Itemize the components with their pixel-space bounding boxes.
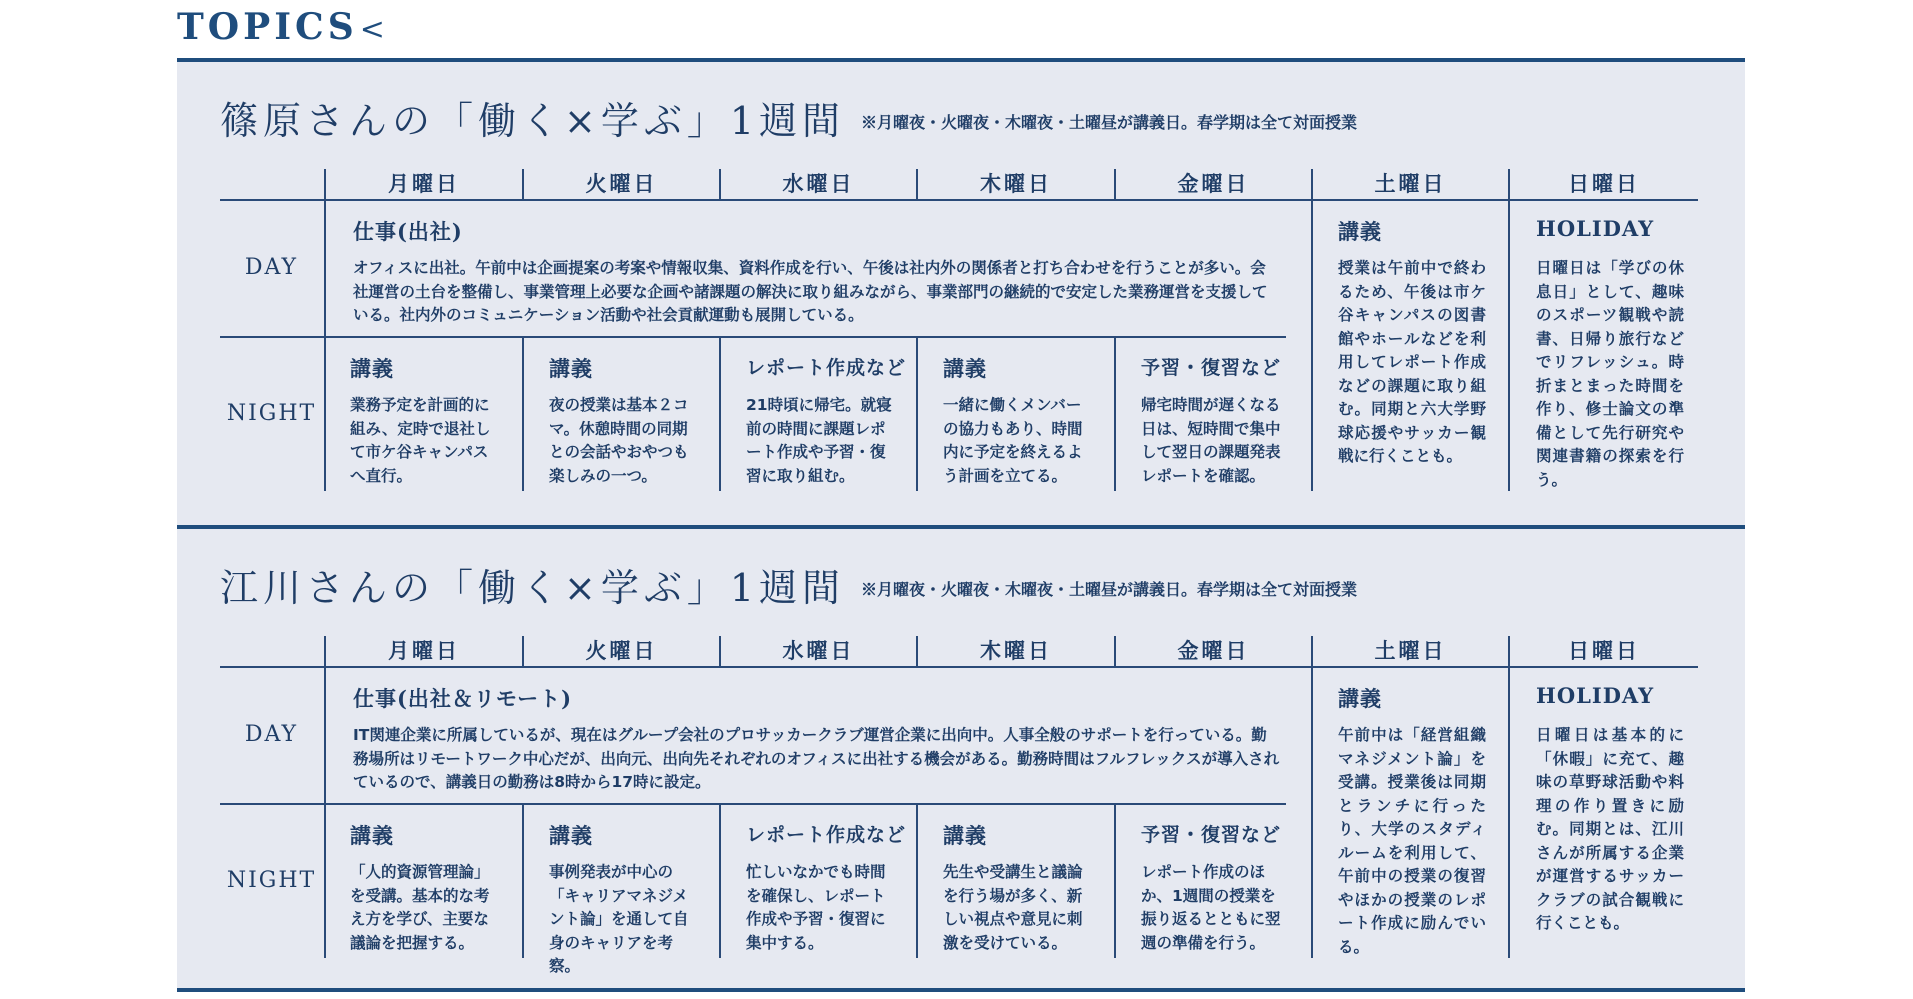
night-mon-heading: 講義 [350,356,394,381]
day-header-sun: 日曜日 [1568,171,1640,196]
work-text: オフィスに出社。午前中は企画提案の考案や情報収集、資料作成を行い、午後は社内外の関係者と打ち合わせを行うことが多い。会社運営の土台を整備し、事業管理上必要な企画や諸課題の解決に取り組みながら、事業部門の継続的で安定した業務運営を支援している。社内外のコミュニケーション活動や社会貢献運動も展開している。 [353,259,1268,324]
night-fri-text: レポート作成のほか、1週間の授業を振り返るとともに翌週の準備を行う。 [1141,863,1281,952]
day-header-sat: 土曜日 [1374,171,1447,196]
row-label-day: DAY [244,255,299,280]
night-mon-text: 業務予定を計画的に組み、定時で退社して市ケ谷キャンパスへ直行。 [350,396,491,485]
saturday-text: 午前中は「経営組織マネジメント論」を受講。授業後は同期とランチに行ったり、大学のスタディルームを利用して、午前中の授業の復習やほかの授業のレポート作成に励んでいる。 [1338,726,1486,956]
day-header-mon: 月曜日 [388,171,460,196]
panel-title: 篠原さんの「働く×学ぶ」1週間 ※月曜夜・火曜夜・木曜夜・土曜昼が講義日。春学期は全て対面授業 [220,99,1358,143]
day-header-thu: 木曜日 [980,638,1052,663]
day-header-mon: 月曜日 [388,638,460,663]
day-header-thu: 木曜日 [980,171,1052,196]
schedule-panel-shinohara [177,58,1745,532]
day-header-sat: 土曜日 [1374,638,1447,663]
night-wed-heading: レポート作成など [746,357,907,379]
day-header-wed: 水曜日 [782,638,855,663]
night-tue-text: 事例発表が中心の「キャリアマネジメント論」を通して自身のキャリアを考察。 [549,863,689,975]
sunday-text: 日曜日は「学びの休息日」として、趣味のスポーツ観戦や読書、日帰り旅行などでリフレッシュ。時折まとまった時間を作り、修士論文の準備として先行研究や関連書籍の探索を行う。 [1536,259,1684,489]
night-thu-text: 一緒に働くメンバーの協力もあり、時間内に予定を終えるよう計画を立てる。 [943,396,1083,485]
night-thu-text: 先生や受講生と議論を行う場が多く、新しい視点や意見に刺激を受けている。 [943,863,1083,952]
saturday-text: 授業は午前中で終わるため、午後は市ケ谷キャンパスの図書館やホールなどを利用してレポート作成などの課題に取り組む。同期と六大学野球応援やサッカー観戦に行くことも。 [1338,259,1486,465]
night-tue-heading: 講義 [549,823,593,848]
night-fri-heading: 予習・復習など [1141,357,1282,379]
schedule-grid [220,636,1698,975]
sunday-text: 日曜日は基本的に「休暇」に充て、趣味の草野球活動や料理の作り置きに励む。同期とは、江川さんが所属する企業が運営するサッカークラブの試合観戦に行くことも。 [1536,726,1684,932]
night-tue-text: 夜の授業は基本２コマ。休憩時間の同期との会話やおやつも楽しみの一つ。 [549,396,689,485]
sunday-heading: HOLIDAY [1536,216,1655,241]
row-label-night: NIGHT [226,868,317,893]
night-wed-text: 忙しいなかでも時間を確保し、レポート作成や予習・復習に集中する。 [746,863,886,952]
night-mon-heading: 講義 [350,823,394,848]
schedule-panel-egawa [177,525,1745,992]
night-mon-text: 「人的資源管理論」を受講。基本的な考え方を学び、主要な議論を把握する。 [350,863,490,952]
work-heading: 仕事(出社) [353,219,463,244]
night-wed-heading: レポート作成など [746,824,907,846]
panel-note: ※月曜夜・火曜夜・木曜夜・土曜昼が講義日。春学期は全て対面授業 [861,580,1358,599]
day-header-tue: 火曜日 [585,171,658,196]
sunday-heading: HOLIDAY [1536,683,1655,708]
day-header-fri: 金曜日 [1177,638,1250,663]
row-label-night: NIGHT [226,401,317,426]
panel-note: ※月曜夜・火曜夜・木曜夜・土曜昼が講義日。春学期は全て対面授業 [861,113,1358,132]
night-wed-text: 21時頃に帰宅。就寝前の時間に課題レポート作成や予習・復習に取り組む。 [746,396,892,485]
schedule-grid [220,169,1698,493]
day-header-wed: 水曜日 [782,171,855,196]
day-header-sun: 日曜日 [1568,638,1640,663]
night-fri-heading: 予習・復習など [1141,824,1282,846]
saturday-heading: 講義 [1338,219,1382,244]
day-header-tue: 火曜日 [585,638,658,663]
night-tue-heading: 講義 [549,356,593,381]
panel-title: 江川さんの「働く×学ぶ」1週間 ※月曜夜・火曜夜・木曜夜・土曜昼が講義日。春学期は全て対面授業 [220,566,1358,610]
day-header-fri: 金曜日 [1177,171,1250,196]
saturday-heading: 講義 [1338,686,1382,711]
work-heading: 仕事(出社＆リモート) [353,686,573,711]
night-thu-heading: 講義 [943,823,987,848]
row-label-day: DAY [244,722,299,747]
night-fri-text: 帰宅時間が遅くなる日は、短時間で集中して翌日の課題発表レポートを確認。 [1141,396,1281,485]
night-thu-heading: 講義 [943,356,987,381]
topics-heading: TOPICS< [177,6,389,48]
work-text: IT関連企業に所属しているが、現在はグループ会社のプロサッカークラブ運営企業に出向中。人事全般のサポートを行っている。勤務場所はリモートワーク中心だが、出向元、出向先それぞれのオフィスに出社する機会がある。勤務時間はフルフレックスが導入されているので、講義日の勤務は8時から17時に設定。 [353,726,1280,791]
chevron-left-icon: < [359,12,389,47]
